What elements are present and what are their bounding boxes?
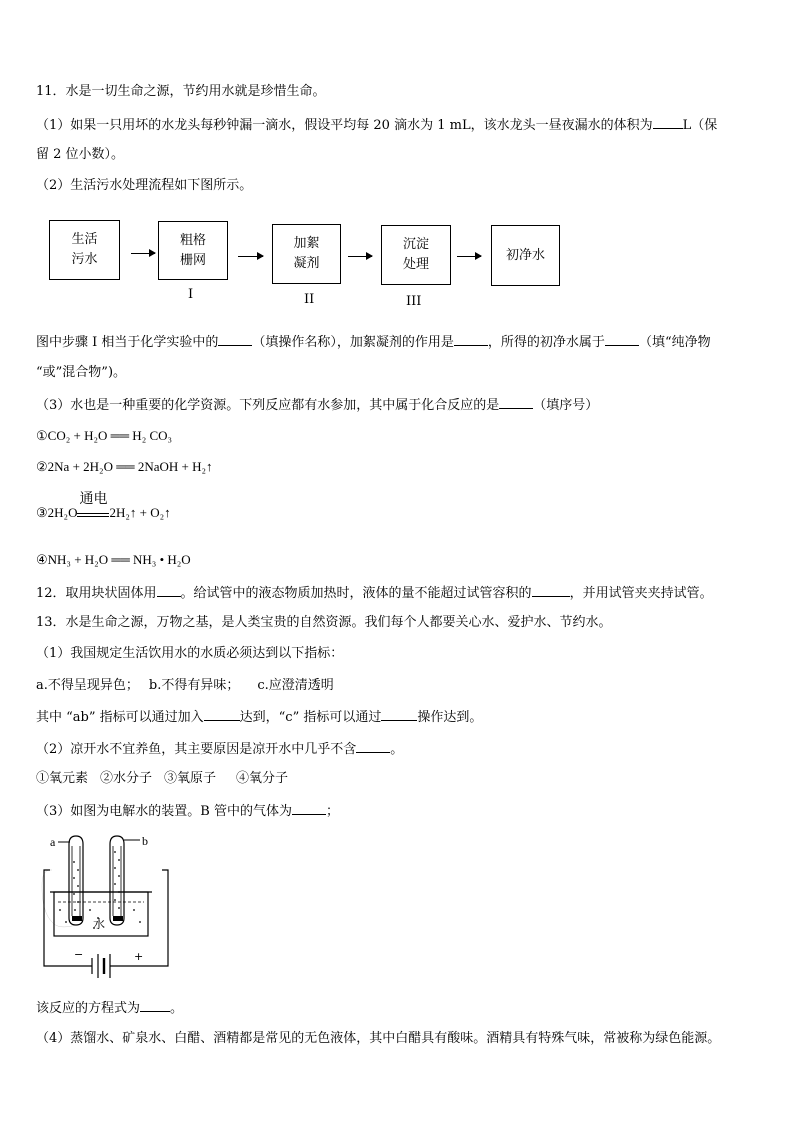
eq-condition-arrow <box>77 492 109 517</box>
q13-part1-question <box>36 708 482 726</box>
electrode-right <box>113 916 123 921</box>
equation-2 <box>36 459 213 475</box>
text: （3）如图为电解水的装置。B 管中的气体为 <box>36 804 292 819</box>
eq-text: 2Na + 2H₂O ══ 2NaOH + H₂↑ <box>47 459 213 474</box>
q11-part2-cont: “或”混合物”)。 <box>36 365 127 380</box>
option: b.不得有异味； <box>148 678 240 693</box>
answer-blank[interactable] <box>140 999 170 1012</box>
q11-part3 <box>36 396 598 414</box>
label-plus: + <box>134 950 144 963</box>
answer-blank[interactable] <box>605 333 639 346</box>
answer-blank[interactable] <box>653 116 683 129</box>
option: c.应澄清透明 <box>257 678 334 693</box>
text: （2）凉开水不宜养鱼，其主要原因是凉开水中几乎不含 <box>36 742 357 757</box>
label-minus: − <box>74 948 84 961</box>
text: 。给试管中的液态物质加热时，液体的量不能超过试管容积的 <box>180 586 532 601</box>
eq-number: ④ <box>36 552 48 567</box>
choice: ②水分子 <box>100 771 153 786</box>
text: 其中 “ab” 指标可以通过加入 <box>36 710 204 725</box>
label-a: a <box>50 835 56 849</box>
q11-part2-question <box>36 333 711 351</box>
q12 <box>36 584 713 602</box>
answer-blank[interactable] <box>292 802 326 815</box>
answer-blank[interactable] <box>454 333 488 346</box>
answer-blank[interactable] <box>356 740 390 753</box>
q11-part1-cont: 留 2 位小数）。 <box>36 147 125 162</box>
flow-arrow <box>457 256 481 257</box>
q11-part1-tail: L（保 <box>682 118 718 133</box>
text: ，并用试管夹夹持试管。 <box>569 586 713 601</box>
flow-box-sewage: 生活 污水 <box>49 220 120 280</box>
electrode-left <box>72 916 82 921</box>
q11-part2: （2）生活污水处理流程如下图所示。 <box>36 178 253 193</box>
flow-arrow <box>348 256 372 257</box>
flow-box-sediment: 沉淀 处理 <box>381 225 451 285</box>
text: 图中步骤 I 相当于化学实验中的 <box>36 335 219 350</box>
tube-b <box>110 836 124 925</box>
choice: ④氧分子 <box>236 771 289 786</box>
q13-part4: （4）蒸馏水、矿泉水、白醋、酒精都是常见的无色液体，其中白醋具有酸味。酒精具有特殊气味，常被称为绿色能源。 <box>36 1031 721 1046</box>
label-b: b <box>142 834 148 848</box>
q13-choices <box>36 771 288 787</box>
equation-1 <box>36 428 172 444</box>
eq-text: NH₃ + H₂O ══ NH₃ • H₂O <box>47 552 191 567</box>
q13-part2 <box>36 740 403 758</box>
equation-4 <box>36 552 191 568</box>
option: a.不得呈现异色； <box>36 678 139 693</box>
text: 12．取用块状固体用 <box>36 586 157 601</box>
flow-step-label: II <box>304 292 315 307</box>
answer-blank[interactable] <box>499 396 533 409</box>
text: 操作达到。 <box>417 710 483 725</box>
electrolysis-apparatus <box>36 826 176 986</box>
q11-part1-text: （1）如果一只用坏的水龙头每秒钟漏一滴水，假设平均每 20 滴水为 1 mL，该水龙头一昼夜漏水的体积为 <box>36 118 653 133</box>
flow-arrow <box>238 256 263 257</box>
text: （填“纯净物 <box>638 335 711 350</box>
flow-step-label: III <box>406 294 422 309</box>
text: 。 <box>170 1001 184 1016</box>
eq-left: 2H₂O <box>47 505 78 520</box>
flow-box-clean-water: 初净水 <box>491 225 560 286</box>
answer-blank[interactable] <box>381 708 417 721</box>
text: （填序号） <box>533 398 599 413</box>
text: 达到，“c” 指标可以通过 <box>239 710 382 725</box>
q13-equation-question <box>36 999 183 1017</box>
equation-3 <box>36 492 171 521</box>
eq-number: ② <box>36 459 48 474</box>
answer-blank[interactable] <box>218 333 252 346</box>
q13-title: 13．水是生命之源，万物之基，是人类宝贵的自然资源。我们每个人都要关心水、爱护水、节约水。 <box>36 615 612 630</box>
eq-right: 2H₂↑ + O₂↑ <box>109 505 171 520</box>
choice: ③氧原子 <box>164 771 217 786</box>
text: ； <box>325 804 339 819</box>
label-water: 水 <box>93 917 106 931</box>
flow-box-grating: 粗格 栅网 <box>158 221 228 280</box>
tube-a <box>69 836 83 925</box>
text: 该反应的方程式为 <box>36 1001 141 1016</box>
eq-number: ① <box>36 428 48 443</box>
text: （3）水也是一种重要的化学资源。下列反应都有水参加，其中属于化合反应的是 <box>36 398 500 413</box>
answer-blank[interactable] <box>532 584 570 597</box>
text: 。 <box>390 742 404 757</box>
q13-part1: （1）我国规定生活饮用水的水质必须达到以下指标： <box>36 646 344 661</box>
answer-blank[interactable] <box>204 708 240 721</box>
text: ，所得的初净水属于 <box>487 335 605 350</box>
choice: ①氧元素 <box>36 771 89 786</box>
flow-box-flocculant: 加絮 凝剂 <box>272 224 341 284</box>
answer-blank[interactable] <box>157 584 181 597</box>
flow-arrow <box>131 253 155 254</box>
q11-part1 <box>36 116 717 134</box>
eq-condition: 通电 <box>79 492 108 507</box>
text: （填操作名称），加絮凝剂的作用是 <box>252 335 454 350</box>
eq-text: CO₂ + H₂O ══ H₂ CO₃ <box>47 428 173 443</box>
flow-step-label: I <box>188 287 194 302</box>
wire-left <box>44 870 92 966</box>
q11-title: 11．水是一切生命之源，节约用水就是珍惜生命。 <box>36 84 326 99</box>
q13-options <box>36 678 334 694</box>
q13-part3 <box>36 802 339 820</box>
eq-number: ③ <box>36 505 48 520</box>
